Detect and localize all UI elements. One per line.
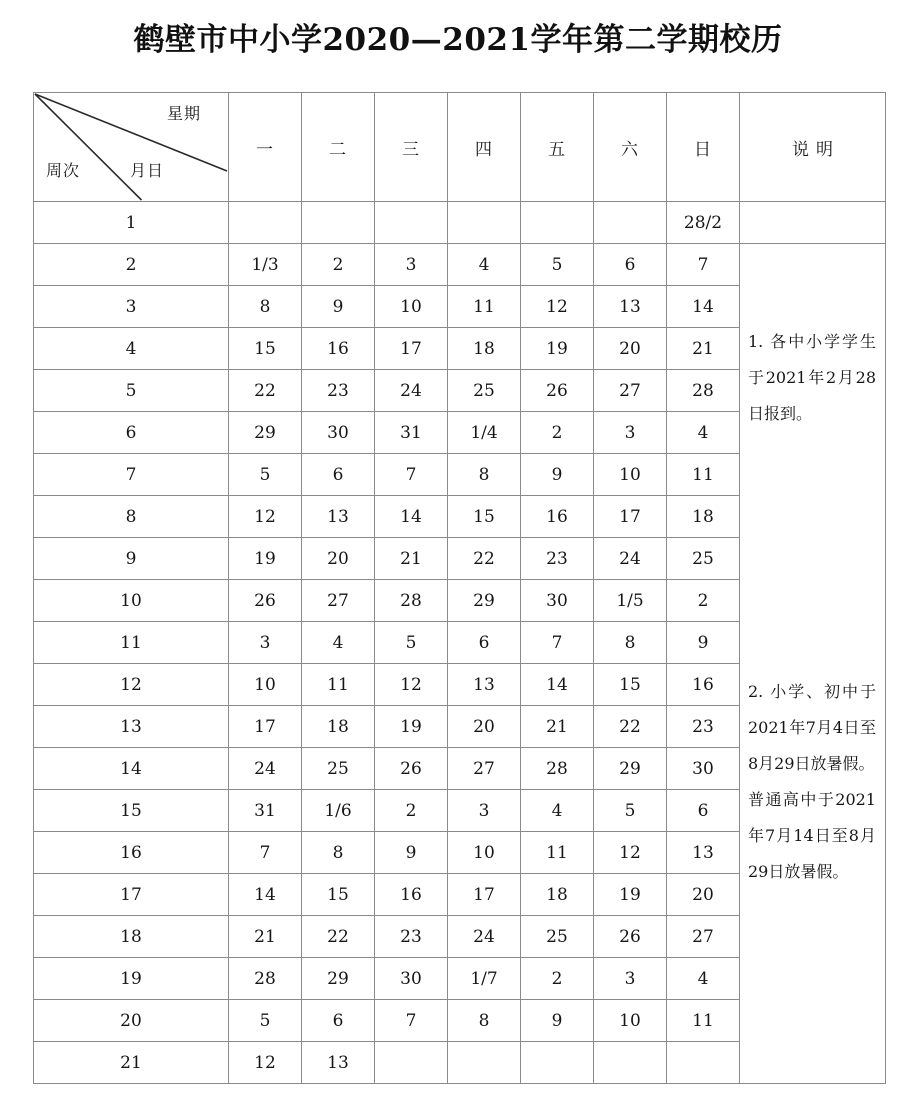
week-number-cell: 20 bbox=[34, 1000, 229, 1042]
date-cell: 2 bbox=[302, 244, 375, 286]
date-cell: 21 bbox=[521, 706, 594, 748]
date-cell: 2 bbox=[521, 412, 594, 454]
date-cell: 30 bbox=[302, 412, 375, 454]
date-cell: 31 bbox=[229, 790, 302, 832]
date-cell: 9 bbox=[302, 286, 375, 328]
corner-label-monthday: 月日 bbox=[130, 161, 165, 180]
date-cell: 10 bbox=[448, 832, 521, 874]
date-cell bbox=[521, 202, 594, 244]
date-cell: 8 bbox=[302, 832, 375, 874]
date-cell bbox=[375, 202, 448, 244]
day-header-tue: 二 bbox=[302, 93, 375, 202]
note-item-1 bbox=[748, 324, 876, 432]
date-cell: 6 bbox=[667, 790, 740, 832]
date-cell: 6 bbox=[302, 1000, 375, 1042]
week-number-cell: 19 bbox=[34, 958, 229, 1000]
date-cell: 15 bbox=[302, 874, 375, 916]
date-cell: 27 bbox=[667, 916, 740, 958]
date-cell: 1/6 bbox=[302, 790, 375, 832]
date-cell: 10 bbox=[594, 454, 667, 496]
date-cell: 22 bbox=[448, 538, 521, 580]
date-cell: 13 bbox=[667, 832, 740, 874]
date-cell: 20 bbox=[448, 706, 521, 748]
date-cell: 2 bbox=[667, 580, 740, 622]
date-cell: 11 bbox=[521, 832, 594, 874]
date-cell: 10 bbox=[594, 1000, 667, 1042]
school-calendar-table bbox=[33, 92, 886, 1084]
date-cell: 19 bbox=[375, 706, 448, 748]
date-cell: 14 bbox=[521, 664, 594, 706]
date-cell: 20 bbox=[594, 328, 667, 370]
date-cell bbox=[375, 1042, 448, 1084]
date-cell: 25 bbox=[667, 538, 740, 580]
date-cell: 27 bbox=[594, 370, 667, 412]
date-cell: 28 bbox=[521, 748, 594, 790]
date-cell: 22 bbox=[594, 706, 667, 748]
date-cell: 30 bbox=[521, 580, 594, 622]
week-number-cell: 5 bbox=[34, 370, 229, 412]
week-number-cell: 17 bbox=[34, 874, 229, 916]
date-cell: 26 bbox=[521, 370, 594, 412]
date-cell: 13 bbox=[594, 286, 667, 328]
date-cell: 4 bbox=[667, 958, 740, 1000]
date-cell: 24 bbox=[594, 538, 667, 580]
school-calendar-table-wrapper bbox=[33, 92, 885, 1082]
corner-label-weekno: 周次 bbox=[46, 161, 81, 180]
date-cell bbox=[667, 1042, 740, 1084]
date-cell: 7 bbox=[375, 1000, 448, 1042]
date-cell: 12 bbox=[375, 664, 448, 706]
date-cell: 6 bbox=[594, 244, 667, 286]
date-cell: 16 bbox=[302, 328, 375, 370]
date-cell: 12 bbox=[229, 1042, 302, 1084]
date-cell: 4 bbox=[521, 790, 594, 832]
week-number-cell: 3 bbox=[34, 286, 229, 328]
date-cell: 20 bbox=[302, 538, 375, 580]
note-item-2 bbox=[748, 674, 876, 890]
date-cell: 15 bbox=[229, 328, 302, 370]
date-cell: 4 bbox=[302, 622, 375, 664]
date-cell: 26 bbox=[375, 748, 448, 790]
date-cell: 13 bbox=[302, 1042, 375, 1084]
week-number-cell: 18 bbox=[34, 916, 229, 958]
date-cell: 30 bbox=[375, 958, 448, 1000]
day-header-mon: 一 bbox=[229, 93, 302, 202]
date-cell bbox=[448, 202, 521, 244]
date-cell: 17 bbox=[448, 874, 521, 916]
date-cell: 5 bbox=[594, 790, 667, 832]
note-1-text: 1. 各中小学学生于2021年2月28日报到。 bbox=[748, 332, 876, 423]
week-number-cell: 2 bbox=[34, 244, 229, 286]
date-cell: 1/4 bbox=[448, 412, 521, 454]
date-cell: 3 bbox=[375, 244, 448, 286]
week-number-cell: 12 bbox=[34, 664, 229, 706]
date-cell: 8 bbox=[448, 454, 521, 496]
week-number-cell: 13 bbox=[34, 706, 229, 748]
note-2-text-line-2: 普通高中于2021年7月14日至8月29日放暑假。 bbox=[748, 790, 876, 881]
date-cell: 18 bbox=[302, 706, 375, 748]
date-cell bbox=[229, 202, 302, 244]
date-cell: 11 bbox=[667, 1000, 740, 1042]
date-cell: 19 bbox=[229, 538, 302, 580]
date-cell: 24 bbox=[448, 916, 521, 958]
date-cell: 8 bbox=[448, 1000, 521, 1042]
date-cell: 29 bbox=[229, 412, 302, 454]
note-2-text-line-1: 2. 小学、初中于2021年7月4日至8月29日放暑假。 bbox=[748, 682, 876, 773]
week-number-cell: 21 bbox=[34, 1042, 229, 1084]
date-cell: 21 bbox=[229, 916, 302, 958]
table-row bbox=[34, 202, 886, 244]
date-cell: 12 bbox=[521, 286, 594, 328]
week-number-cell: 10 bbox=[34, 580, 229, 622]
date-cell: 23 bbox=[375, 916, 448, 958]
date-cell bbox=[594, 202, 667, 244]
date-cell bbox=[302, 202, 375, 244]
date-cell: 21 bbox=[667, 328, 740, 370]
date-cell: 19 bbox=[521, 328, 594, 370]
week-number-cell: 16 bbox=[34, 832, 229, 874]
date-cell: 25 bbox=[302, 748, 375, 790]
date-cell: 25 bbox=[521, 916, 594, 958]
date-cell: 1/5 bbox=[594, 580, 667, 622]
date-cell: 21 bbox=[375, 538, 448, 580]
date-cell: 14 bbox=[667, 286, 740, 328]
notes-cell bbox=[740, 244, 886, 1084]
corner-label-weekday: 星期 bbox=[166, 104, 201, 123]
week-number-cell: 4 bbox=[34, 328, 229, 370]
week-number-cell: 15 bbox=[34, 790, 229, 832]
date-cell: 8 bbox=[594, 622, 667, 664]
date-cell: 26 bbox=[229, 580, 302, 622]
date-cell: 5 bbox=[375, 622, 448, 664]
week-number-cell: 8 bbox=[34, 496, 229, 538]
date-cell: 23 bbox=[521, 538, 594, 580]
date-cell: 16 bbox=[375, 874, 448, 916]
date-cell: 2 bbox=[521, 958, 594, 1000]
date-cell: 6 bbox=[448, 622, 521, 664]
date-cell: 7 bbox=[667, 244, 740, 286]
date-cell: 11 bbox=[448, 286, 521, 328]
date-cell: 3 bbox=[229, 622, 302, 664]
week-number-cell: 6 bbox=[34, 412, 229, 454]
date-cell: 4 bbox=[448, 244, 521, 286]
date-cell: 3 bbox=[594, 958, 667, 1000]
date-cell: 22 bbox=[302, 916, 375, 958]
date-cell bbox=[521, 1042, 594, 1084]
date-cell: 5 bbox=[229, 454, 302, 496]
date-cell: 17 bbox=[229, 706, 302, 748]
date-cell: 14 bbox=[375, 496, 448, 538]
date-cell: 6 bbox=[302, 454, 375, 496]
date-cell: 15 bbox=[594, 664, 667, 706]
table-header-row bbox=[34, 93, 886, 202]
date-cell: 10 bbox=[375, 286, 448, 328]
date-cell: 29 bbox=[594, 748, 667, 790]
date-cell bbox=[448, 1042, 521, 1084]
date-cell: 2 bbox=[375, 790, 448, 832]
date-cell: 29 bbox=[448, 580, 521, 622]
date-cell: 20 bbox=[667, 874, 740, 916]
date-cell: 28 bbox=[229, 958, 302, 1000]
week-number-cell: 1 bbox=[34, 202, 229, 244]
date-cell: 17 bbox=[375, 328, 448, 370]
date-cell: 11 bbox=[667, 454, 740, 496]
date-cell: 9 bbox=[667, 622, 740, 664]
date-cell: 27 bbox=[448, 748, 521, 790]
date-cell: 7 bbox=[375, 454, 448, 496]
date-cell: 7 bbox=[521, 622, 594, 664]
date-cell: 19 bbox=[594, 874, 667, 916]
date-cell: 16 bbox=[667, 664, 740, 706]
date-cell: 12 bbox=[594, 832, 667, 874]
date-cell: 9 bbox=[521, 1000, 594, 1042]
date-cell: 3 bbox=[594, 412, 667, 454]
date-cell: 15 bbox=[448, 496, 521, 538]
date-cell: 18 bbox=[448, 328, 521, 370]
day-header-wed: 三 bbox=[375, 93, 448, 202]
date-cell: 27 bbox=[302, 580, 375, 622]
day-header-sun: 日 bbox=[667, 93, 740, 202]
notes-column-header: 说明 bbox=[740, 93, 886, 202]
date-cell: 24 bbox=[375, 370, 448, 412]
date-cell: 9 bbox=[375, 832, 448, 874]
date-cell: 14 bbox=[229, 874, 302, 916]
date-cell: 9 bbox=[521, 454, 594, 496]
date-cell: 1/3 bbox=[229, 244, 302, 286]
date-cell: 23 bbox=[667, 706, 740, 748]
date-cell: 3 bbox=[448, 790, 521, 832]
page-title: 鹤壁市中小学2020—2021学年第二学期校历 bbox=[133, 22, 783, 58]
date-cell: 18 bbox=[667, 496, 740, 538]
date-cell: 7 bbox=[229, 832, 302, 874]
date-cell: 17 bbox=[594, 496, 667, 538]
date-cell: 23 bbox=[302, 370, 375, 412]
notes-inner bbox=[740, 244, 885, 1083]
notes-spacer-cell bbox=[740, 202, 886, 244]
date-cell: 28 bbox=[375, 580, 448, 622]
date-cell: 13 bbox=[302, 496, 375, 538]
week-number-cell: 7 bbox=[34, 454, 229, 496]
day-header-thu: 四 bbox=[448, 93, 521, 202]
date-cell: 25 bbox=[448, 370, 521, 412]
table-row bbox=[34, 244, 886, 286]
date-cell: 31 bbox=[375, 412, 448, 454]
date-cell: 5 bbox=[521, 244, 594, 286]
week-number-cell: 14 bbox=[34, 748, 229, 790]
day-header-fri: 五 bbox=[521, 93, 594, 202]
date-cell: 26 bbox=[594, 916, 667, 958]
date-cell: 8 bbox=[229, 286, 302, 328]
week-number-cell: 9 bbox=[34, 538, 229, 580]
date-cell: 12 bbox=[229, 496, 302, 538]
date-cell bbox=[594, 1042, 667, 1084]
date-cell: 11 bbox=[302, 664, 375, 706]
date-cell: 13 bbox=[448, 664, 521, 706]
date-cell: 24 bbox=[229, 748, 302, 790]
date-cell: 10 bbox=[229, 664, 302, 706]
week-number-cell: 11 bbox=[34, 622, 229, 664]
date-cell: 30 bbox=[667, 748, 740, 790]
date-cell: 16 bbox=[521, 496, 594, 538]
date-cell: 4 bbox=[667, 412, 740, 454]
date-cell: 28 bbox=[667, 370, 740, 412]
date-cell: 18 bbox=[521, 874, 594, 916]
date-cell: 5 bbox=[229, 1000, 302, 1042]
day-header-sat: 六 bbox=[594, 93, 667, 202]
date-cell: 22 bbox=[229, 370, 302, 412]
date-cell: 28/2 bbox=[667, 202, 740, 244]
date-cell: 1/7 bbox=[448, 958, 521, 1000]
corner-header-cell bbox=[34, 93, 229, 202]
date-cell: 29 bbox=[302, 958, 375, 1000]
